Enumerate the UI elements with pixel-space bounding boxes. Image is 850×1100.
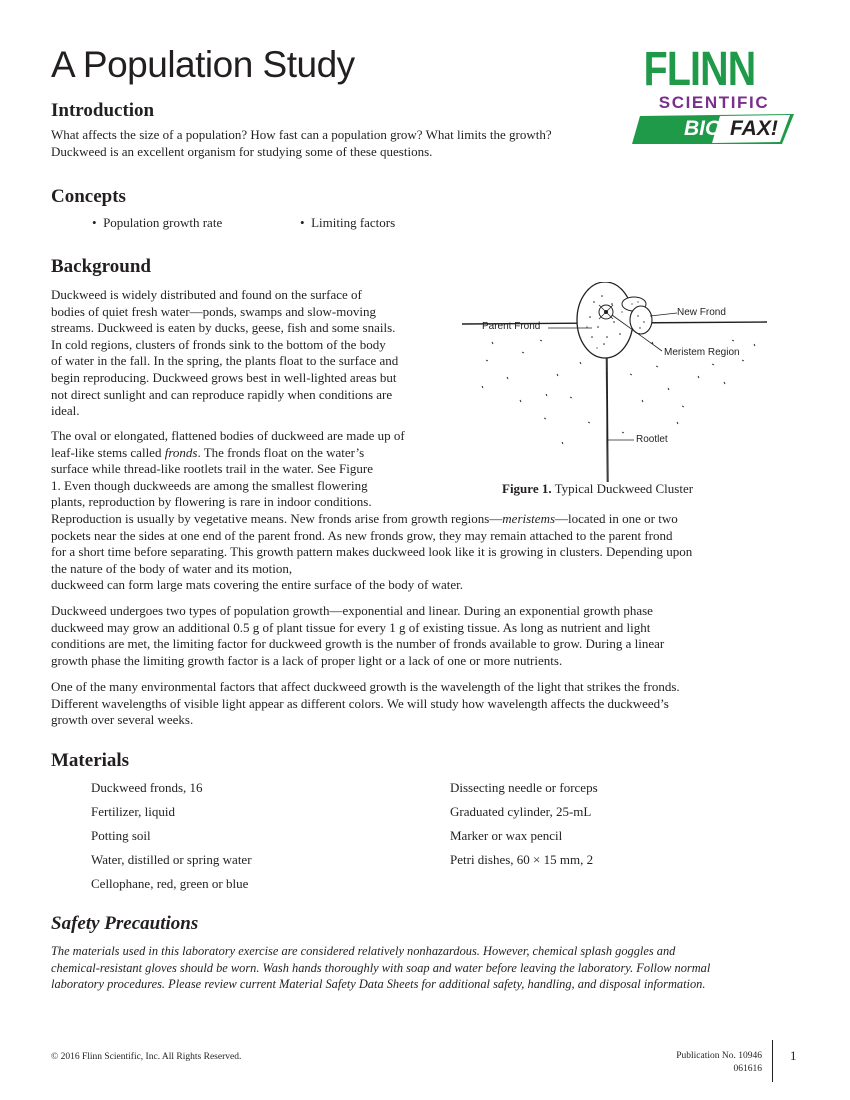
publication-number: Publication No. 10946 (676, 1051, 762, 1061)
materials-item: Cellophane, red, green or blue (91, 876, 249, 891)
text-line: ideal. (51, 403, 80, 419)
label-parent-frond: Parent Frond (482, 321, 541, 332)
figure-caption: Figure 1. Typical Duckweed Cluster (502, 481, 694, 496)
text-line: growth phase the limiting growth factor is a lack of proper light or a lack of one or more nutrients. (51, 652, 563, 668)
concept-label: Limiting factors (311, 215, 396, 230)
text-line: leaf-like stems called fronds. The fronds float on the water’s (51, 444, 365, 460)
footer-copyright: © 2016 Flinn Scientific, Inc. All Rights Reserved. (51, 1052, 242, 1062)
text-line: growth over several weeks. (51, 712, 194, 728)
text-line: Reproduction is usually by vegetative means. New fronds arise from growth regions—meristems—located in one or two (51, 510, 678, 526)
logo-bio: BIO (684, 117, 722, 140)
flinn-logo (632, 43, 797, 148)
label-meristem-region: Meristem Region (664, 347, 740, 358)
text-line: not direct sunlight and can reproduce rapidly when conditions are (51, 386, 393, 402)
text-line: duckweed can form large mats covering the entire surface of the body of water. (51, 577, 463, 593)
text-line: for a short time before separating. This growth pattern makes duckweed look like it is growing in clusters. Depending upon (51, 544, 693, 560)
materials-item: Duckweed fronds, 16 (91, 780, 203, 795)
page-title: A Population Study (51, 44, 355, 85)
footer-publication (640, 1050, 762, 1076)
text-line: conditions are met, the limiting factor for duckweed growth is the number of fronds available to grow. During a linear (51, 636, 665, 652)
concept-item: • Population growth rate (92, 215, 223, 230)
label-new-frond: New Frond (677, 307, 726, 318)
logo-sub: SCIENTIFIC (658, 93, 770, 112)
materials-item: Marker or wax pencil (450, 828, 563, 843)
text-line: pockets near the sides at one end of the parent frond. As new fronds grow, they may remain attached to the parent frond (51, 527, 673, 543)
introduction-line: What affects the size of a population? How fast can a population grow? What limits the growth? (51, 127, 552, 142)
text-line: begin reproducing. Duckweed grows best in well-lighted areas but (51, 369, 397, 385)
text-line: The oval or elongated, flattened bodies of duckweed are made up of (51, 428, 405, 443)
text-line: duckweed may grow an additional 0.5 g of plant tissue for every 1 g of existing tissue. As long as nutrient and light (51, 619, 651, 635)
background-paragraph-4 (51, 679, 811, 729)
materials-item: Graduated cylinder, 25-mL (450, 804, 592, 819)
text-line: bodies of quiet fresh water—ponds, swamps and slow-moving (51, 303, 376, 319)
logo-brand: FLINN (643, 43, 756, 96)
footer-divider (772, 1040, 773, 1082)
text-line: surface while thread-like rootlets trail in the water. See Figure (51, 461, 373, 477)
introduction-heading: Introduction (51, 100, 155, 121)
background-paragraph-3 (51, 603, 811, 669)
text-line: Different wavelengths of visible light appear as different colors. We will study how wavelength affects the duckweed’s (51, 695, 669, 711)
text-line: chemical-resistant gloves should be worn. Wash hands thoroughly with soap and water before leaving the laboratory. Follow normal (51, 960, 711, 975)
text-line: Duckweed undergoes two types of population growth—exponential and linear. During an exponential growth phase (51, 603, 653, 618)
duckweed-figure (462, 282, 772, 482)
text-line: of water in the fall. In the spring, the plants float to the surface and (51, 353, 399, 369)
background-heading: Background (51, 256, 151, 277)
concept-label: Population growth rate (103, 215, 223, 230)
text-line: the nature of the body of water and its motion, (51, 560, 293, 576)
text-line: Duckweed is widely distributed and found on the surface of (51, 287, 362, 302)
safety-text (51, 943, 811, 993)
text-line: 1. Even though duckweeds are among the smallest flowering (51, 477, 368, 493)
materials-item: Dissecting needle or forceps (450, 780, 598, 795)
materials-item: Potting soil (91, 828, 151, 843)
materials-item: Petri dishes, 60 × 15 mm, 2 (450, 852, 594, 867)
materials-heading: Materials (51, 750, 130, 771)
text-line: plants, reproduction by flowering is rare in indoor conditions. (51, 494, 372, 510)
materials-item: Water, distilled or spring water (91, 852, 252, 867)
text-line: One of the many environmental factors that affect duckweed growth is the wavelength of the light that strikes the fronds. (51, 679, 680, 694)
concept-item: • Limiting factors (300, 215, 396, 230)
text-line: streams. Duckweed is eaten by ducks, geese, fish and some snails. (51, 320, 396, 336)
introduction-line: Duckweed is an excellent organism for studying some of these questions. (51, 143, 433, 159)
introduction-text (51, 127, 651, 160)
materials-item: Fertilizer, liquid (91, 804, 175, 819)
concepts-heading: Concepts (51, 186, 126, 207)
label-rootlet: Rootlet (636, 434, 668, 445)
background-paragraph-1 (51, 287, 449, 420)
safety-heading: Safety Precautions (51, 913, 199, 934)
publication-code: 061616 (733, 1064, 762, 1074)
text-line: In cold regions, clusters of fronds sink to the bottom of the body (51, 336, 386, 352)
logo-fax: FAX! (730, 117, 778, 140)
text-line: The materials used in this laboratory exercise are considered relatively nonhazardous. However, chemical splash goggles and (51, 944, 676, 958)
page-number: 1 (790, 1048, 797, 1063)
text-line: laboratory procedures. Please review current Material Safety Data Sheets for additional safety, handling, and disposal information. (51, 977, 706, 992)
